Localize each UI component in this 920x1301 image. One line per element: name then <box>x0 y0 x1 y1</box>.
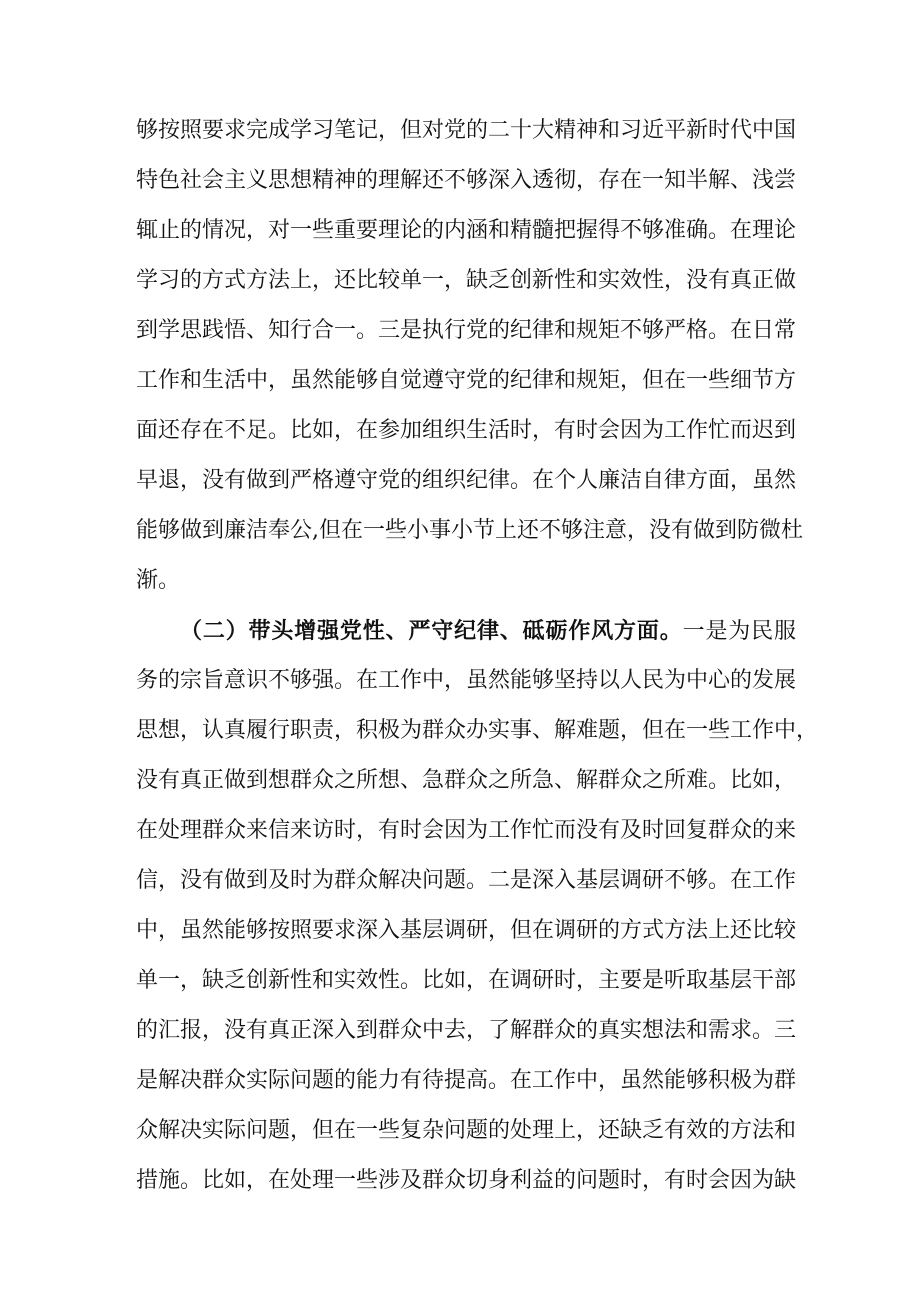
paragraph-2-line: 的汇报，没有真正深入到群众中去，了解群众的真实想法和需求。三 <box>136 1018 797 1043</box>
paragraph-2-first-line <box>180 616 796 647</box>
paragraph-1-line: 工作和生活中，虽然能够自觉遵守党的纪律和规矩，但在一些细节方 <box>136 368 797 393</box>
paragraph-2-line: 没有真正做到想群众之所想、急群众之所急、解群众之所难。比如， <box>136 768 797 793</box>
paragraph-2-line: 务的宗旨意识不够强。在工作中，虽然能够坚持以人民为中心的发展 <box>136 668 797 693</box>
paragraph-2-first-line-text: 一是为民服 <box>682 619 796 644</box>
paragraph-1-line: 面还存在不足。比如，在参加组织生活时，有时会因为工作忙而迟到 <box>136 418 797 443</box>
paragraph-1-line: 早退，没有做到严格遵守党的组织纪律。在个人廉洁自律方面，虽然 <box>136 468 797 493</box>
paragraph-1-line: 特色社会主义思想精神的理解还不够深入透彻，存在一知半解、浅尝 <box>136 168 797 193</box>
paragraph-2-line: 单一，缺乏创新性和实效性。比如，在调研时，主要是听取基层干部 <box>136 968 797 993</box>
paragraph-1-line: 学习的方式方法上，还比较单一，缺乏创新性和实效性，没有真正做 <box>136 268 797 293</box>
paragraph-2-line: 信，没有做到及时为群众解决问题。二是深入基层调研不够。在工作 <box>136 868 797 893</box>
paragraph-1-line: 够按照要求完成学习笔记，但对党的二十大精神和习近平新时代中国 <box>136 118 797 143</box>
paragraph-2-line: 思想，认真履行职责，积极为群众办实事、解难题，但在一些工作中， <box>136 718 819 743</box>
paragraph-2-line: 在处理群众来信来访时，有时会因为工作忙而没有及时回复群众的来 <box>136 818 797 843</box>
paragraph-1-line: 到学思践悟、知行合一。三是执行党的纪律和规矩不够严格。在日常 <box>136 318 797 343</box>
paragraph-1-line: 能够做到廉洁奉公,但在一些小事小节上还不够注意，没有做到防微杜 <box>136 518 803 543</box>
paragraph-2-line: 众解决实际问题，但在一些复杂问题的处理上，还缺乏有效的方法和 <box>136 1118 797 1143</box>
paragraph-1-line: 辄止的情况，对一些重要理论的内涵和精髓把握得不够准确。在理论 <box>136 218 797 243</box>
paragraph-2-line: 是解决群众实际问题的能力有待提高。在工作中，虽然能够积极为群 <box>136 1068 797 1093</box>
paragraph-2-line: 中，虽然能够按照要求深入基层调研，但在调研的方式方法上还比较 <box>136 918 797 943</box>
section-heading: （二）带头增强党性、严守纪律、砥砺作风方面。 <box>180 618 683 644</box>
paragraph-1-line: 渐。 <box>136 568 181 593</box>
paragraph-2-line: 措施。比如，在处理一些涉及群众切身利益的问题时，有时会因为缺 <box>136 1168 797 1193</box>
